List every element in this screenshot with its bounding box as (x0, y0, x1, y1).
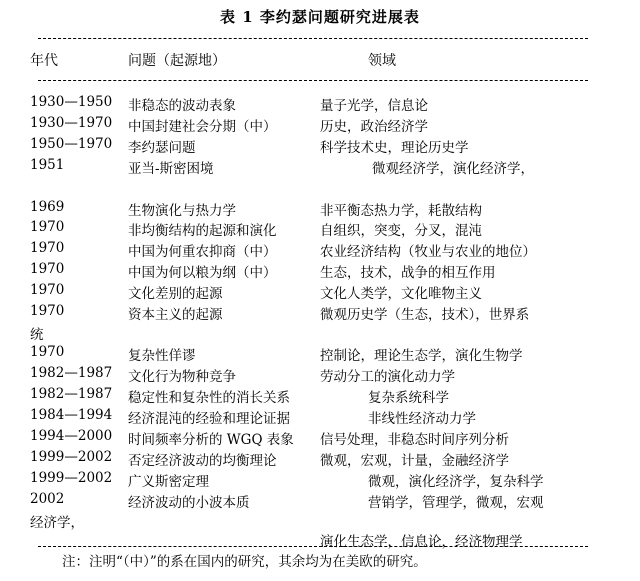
row-year: 1950—1970 (30, 136, 113, 152)
row-year: 1970 (30, 344, 65, 360)
row-field-continuation: 经济学， (30, 515, 84, 531)
table-row (0, 240, 640, 260)
row-issue: 李约瑟问题 (128, 140, 196, 156)
table-row (0, 386, 640, 406)
row-issue: 生物演化与热力学 (128, 203, 236, 219)
row-field: 信号处理，非稳态时间序列分析 (320, 432, 509, 448)
row-year: 1969 (30, 199, 65, 215)
table-row (0, 115, 640, 135)
row-issue: 稳定性和复杂性的消长关系 (128, 390, 290, 406)
table-row (0, 303, 640, 323)
row-year: 1970 (30, 219, 65, 235)
row-issue: 资本主义的起源 (128, 307, 223, 323)
row-field: 文化人类学，文化唯物主义 (320, 286, 482, 302)
row-field: 生态，技术，战争的相互作用 (320, 265, 496, 281)
row-year: 1970 (30, 303, 65, 319)
row-year: 1970 (30, 282, 65, 298)
table-note: 注：注明“（中）”的系在国内的研究，其余均为在美欧的研究。 (62, 554, 427, 570)
row-field: 控制论，理论生态学，演化生物学 (320, 348, 523, 364)
row-issue: 时间频率分析的 WGQ 表象 (128, 432, 294, 448)
row-year: 2002 (30, 491, 65, 507)
row-field: 微观经济学，演化经济学， (372, 161, 534, 177)
row-issue: 复杂性佯谬 (128, 348, 196, 364)
row-issue: 中国为何以粮为纲（中） (128, 265, 277, 281)
row-year: 1982—1987 (30, 365, 113, 381)
row-field: 微观历史学（生态，技术），世界系 (320, 307, 530, 323)
table-row (0, 261, 640, 281)
row-issue: 文化差别的起源 (128, 286, 223, 302)
row-issue: 非稳态的波动表象 (128, 98, 236, 114)
row-year: 1930—1950 (30, 94, 113, 110)
bottom-rule (38, 546, 588, 547)
row-field: 非平衡态热力学，耗散结构 (320, 203, 482, 219)
table-row (0, 94, 640, 114)
row-issue: 中国封建社会分期（中） (128, 119, 277, 135)
header-rule (38, 80, 588, 81)
row-issue: 亚当-斯密困境 (128, 161, 214, 177)
row-year: 1984—1994 (30, 407, 113, 423)
top-rule (38, 38, 588, 39)
row-year: 1994—2000 (30, 428, 113, 444)
table-title: 表 1 李约瑟问题研究进展表 (220, 8, 420, 26)
row-year: 1999—2002 (30, 449, 113, 465)
row-field: 复杂系统科学 (368, 390, 449, 406)
table-row (0, 344, 640, 364)
row-issue: 经济波动的小波本质 (128, 495, 250, 511)
row-year: 1930—1970 (30, 115, 113, 131)
row-field: 量子光学，信息论 (320, 98, 428, 114)
table-row (0, 219, 640, 239)
row-year: 1951 (30, 157, 65, 173)
row-year: 1970 (30, 240, 65, 256)
row-field: 微观，演化经济学，复杂科学 (368, 474, 544, 490)
trailing-field: 演化生态学，信息论，经济物理学 (320, 534, 523, 550)
table-row (0, 282, 640, 302)
row-year: 1982—1987 (30, 386, 113, 402)
row-field: 劳动分工的演化动力学 (320, 369, 455, 385)
row-field: 农业经济结构（牧业与农业的地位） (320, 244, 536, 260)
table-row (0, 157, 640, 177)
table-row (0, 365, 640, 385)
row-issue: 广义斯密定理 (128, 474, 209, 490)
table-row (0, 470, 640, 490)
row-year: 1999—2002 (30, 470, 113, 486)
table-row (0, 199, 640, 219)
row-issue: 文化行为物种竞争 (128, 369, 236, 385)
table-row (0, 136, 640, 156)
table-row (0, 491, 640, 511)
row-field: 营销学，管理学，微观，宏观 (368, 495, 544, 511)
table-row (0, 407, 640, 427)
row-issue: 非均衡结构的起源和演化 (128, 223, 277, 239)
row-issue: 经济混沌的经验和理论证据 (128, 411, 290, 427)
row-field: 科学技术史，理论历史学 (320, 140, 469, 156)
row-issue: 否定经济波动的均衡理论 (128, 453, 277, 469)
row-year: 1970 (30, 261, 65, 277)
row-field: 非线性经济动力学 (368, 411, 476, 427)
row-issue: 中国为何重农抑商（中） (128, 244, 277, 260)
row-field: 微观，宏观，计量，金融经济学 (320, 453, 509, 469)
table-row (0, 449, 640, 469)
table-row (0, 428, 640, 448)
row-field: 自组织，突变，分叉，混沌 (320, 223, 482, 239)
header-issue: 问题（起源地） (128, 53, 226, 69)
row-field-continuation: 统 (30, 327, 44, 343)
row-field: 历史，政治经济学 (320, 119, 428, 135)
header-field: 领域 (368, 53, 396, 69)
header-year: 年代 (30, 53, 58, 69)
